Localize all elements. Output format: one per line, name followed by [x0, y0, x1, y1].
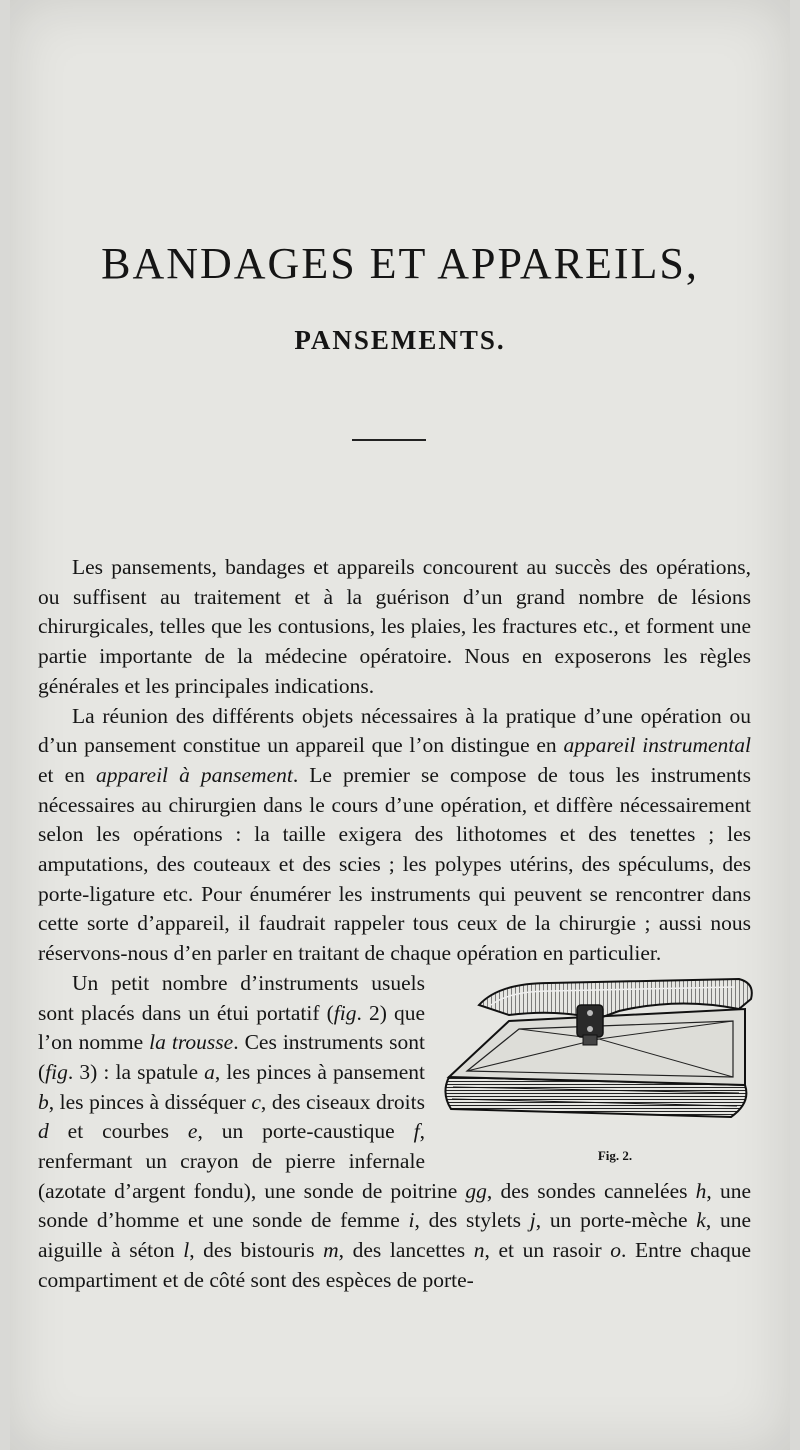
text-run: , une aiguille à séton	[38, 1208, 751, 1263]
text-run: Un petit nombre d’instruments usuels sont placés dans un étui portatif (	[38, 970, 425, 1025]
instrument-letter: e	[187, 1119, 198, 1144]
instrument-letter: gg	[465, 1178, 487, 1203]
text-run: . 3) : la spatule	[67, 1059, 205, 1084]
title-rule	[352, 439, 426, 441]
text-run: et courbes	[48, 1119, 188, 1144]
italic-run: appareil instrumental	[563, 733, 751, 758]
text-run: , renfermant un crayon de pierre infernale (azotate d’argent fondu), une sonde de poitrine	[38, 1119, 466, 1203]
paragraph-1: Les pansements, bandages et appareils concourent au succès des opérations, ou suffisent au traitement et à la guérison d’un grand nombre de lésions chirurgicales, telles que les contusions, les plaies, les fractures etc., et forment une partie importante de la médecine opératoire. Nous en exposerons les règles générales et les principales indications.	[38, 555, 751, 698]
paragraph-2	[38, 702, 751, 969]
surgical-kit-case-icon	[439, 975, 757, 1135]
text-run: , un porte-caustique	[197, 1119, 414, 1144]
instrument-letter: l	[183, 1238, 190, 1263]
instrument-letter: i	[408, 1208, 415, 1233]
text-run: et en	[38, 762, 96, 787]
text-run: La réunion des différents objets nécessaires à la pratique d’une opération ou d’un pansement constitue un appareil que l’on distingue en	[38, 703, 751, 758]
text-run: . 2) que l’on nomme	[38, 1000, 425, 1055]
text-run: . Ces instruments sont (	[38, 1030, 426, 1084]
chapter-subtitle: PANSEMENTS.	[294, 325, 506, 355]
instrument-letter: k	[696, 1208, 706, 1233]
instrument-letter: a	[204, 1059, 215, 1084]
italic-run: fig	[333, 1000, 357, 1025]
italic-run: fig	[45, 1059, 68, 1084]
instrument-letter: f	[413, 1119, 420, 1144]
italic-run: la trousse	[149, 1030, 234, 1055]
figure-trousse	[439, 975, 757, 1163]
chapter-title: BANDAGES ET APPAREILS,	[101, 239, 699, 288]
instrument-letter: d	[38, 1119, 49, 1144]
instrument-letter: j	[529, 1208, 536, 1233]
book-page	[10, 0, 790, 1450]
instrument-letter: b	[38, 1089, 49, 1114]
text-run: , des ciseaux droits	[260, 1089, 425, 1114]
instrument-letter: c	[251, 1089, 261, 1114]
text-run: , les pinces à disséquer	[48, 1089, 252, 1114]
text-run: , des bistouris	[189, 1238, 324, 1263]
figure-caption: Fig. 2.	[597, 1147, 633, 1163]
text-run: . Entre chaque compartiment et de côté sont des espèces de porte-	[38, 1238, 752, 1292]
text-run: , et un rasoir	[484, 1238, 611, 1263]
text-run: , une sonde d’homme et une sonde de femme	[38, 1178, 751, 1233]
instrument-letter: n	[473, 1238, 485, 1263]
text-run: , les pinces à pansement	[214, 1059, 425, 1084]
paragraph-3	[38, 969, 751, 1296]
text-run: . Le premier se compose de tous les instruments nécessaires au chirurgien dans le cours d’une opération, et diffère nécessairement selon les opérations : la taille exigera des lithotomes et des tenettes ; les amputations, des couteaux et des scies ; les polypes utérins, des spéculums, des porte-ligature etc. Pour énumérer les instruments qui peuvent se rencontrer dans cette sorte d’appareil, il faudrait rappeler tous ceux de la chirurgie ; aussi nous réservons-nous d’en parler en traitant de chaque opération en particulier.	[38, 762, 751, 966]
text-run: , des sondes cannelées	[486, 1178, 696, 1203]
text-run: , des lancettes	[338, 1238, 474, 1263]
instrument-letter: h	[695, 1178, 707, 1203]
body-text	[38, 553, 751, 1296]
instrument-letter: m	[323, 1238, 339, 1263]
italic-run: appareil à pansement	[95, 762, 293, 787]
text-run: , un porte-mèche	[535, 1208, 697, 1233]
text-run: , des stylets	[414, 1208, 530, 1233]
instrument-letter: o	[610, 1238, 621, 1263]
